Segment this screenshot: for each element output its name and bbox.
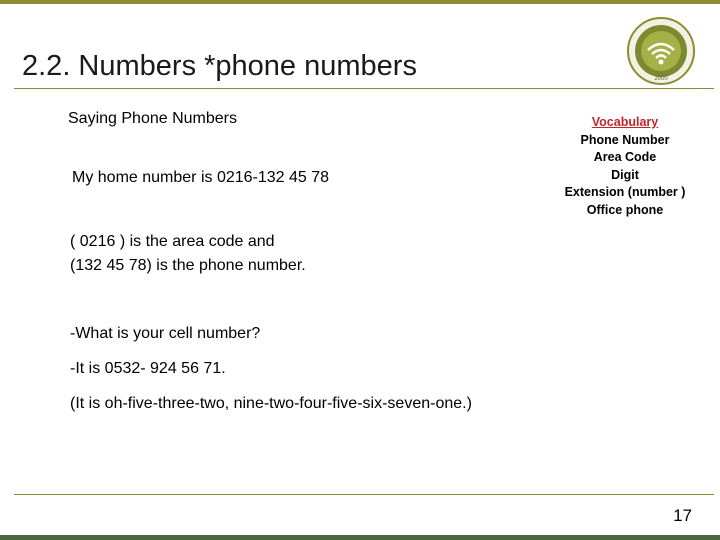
university-logo xyxy=(626,16,696,86)
area-code-line-2: (132 45 78) is the phone number. xyxy=(70,257,306,274)
vocabulary-item: Extension (number ) xyxy=(564,185,686,199)
vocabulary-item: Area Code xyxy=(593,150,657,164)
area-code-line-1: ( 0216 ) is the area code and xyxy=(70,233,275,250)
answer-text: -It is 0532- 924 56 71. xyxy=(70,360,226,377)
logo-year: 2000 xyxy=(654,76,668,82)
footer-divider xyxy=(14,494,714,495)
vocabulary-item: Digit xyxy=(611,167,639,182)
page-number: 17 xyxy=(673,506,692,525)
bottom-accent-bar xyxy=(0,535,720,540)
question-text: -What is your cell number? xyxy=(70,325,261,342)
spelled-out-text: (It is oh-five-three-two, nine-two-four-five-six-seven-one.) xyxy=(70,395,472,412)
vocabulary-item: Office phone xyxy=(586,202,664,217)
slide-subtitle: Saying Phone Numbers xyxy=(68,110,237,127)
top-accent-bar xyxy=(0,0,720,4)
vocabulary-item: Phone Number xyxy=(580,132,670,147)
slide-title: 2.2. Numbers *phone numbers xyxy=(22,50,417,82)
title-divider xyxy=(14,88,714,89)
vocabulary-box xyxy=(548,114,702,219)
vocabulary-heading: Vocabulary xyxy=(591,115,659,129)
home-number-text: My home number is 0216-132 45 78 xyxy=(72,169,330,186)
